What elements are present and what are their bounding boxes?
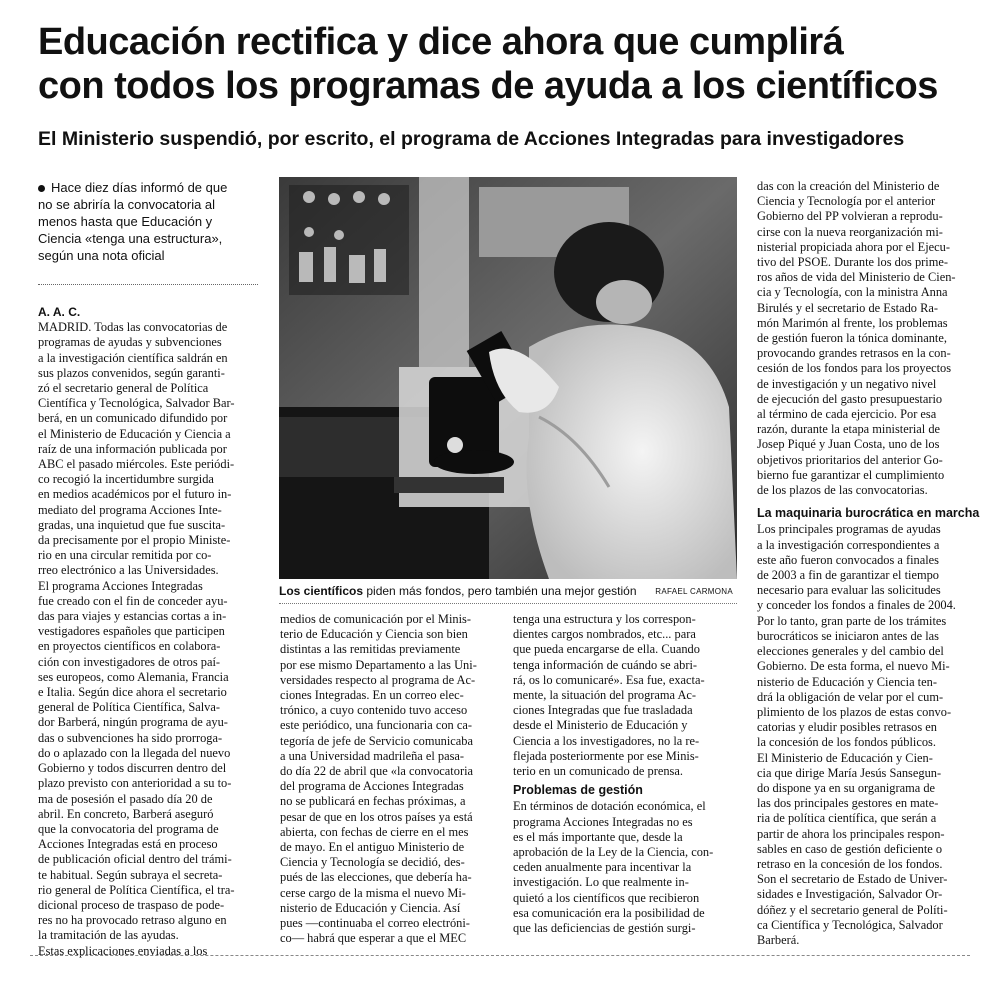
text-line: Ciencia a los investigadores, no la re-: [513, 733, 700, 748]
text-line: do día 22 de abril que «la convocatoria: [280, 764, 474, 779]
text-line: ciones Integradas. En un correo elec-: [280, 688, 464, 703]
text-line: co recogió la incertidumbre surgida: [38, 472, 214, 487]
text-line: tegoría de jefe de Servicio comunicaba: [280, 733, 473, 748]
lead-line: Ciencia «tenga una estructura»,: [38, 231, 223, 246]
text-line: Gobierno. De esta forma, el nuevo Mi-: [757, 659, 950, 674]
text-line: rreo electrónico a las Universidades.: [38, 563, 219, 578]
text-line: nisterio de Educación y Ciencia ten-: [757, 674, 937, 689]
text-line: es el más importante que, desde la: [513, 829, 683, 844]
text-line: investigación. Lo que realmente in-: [513, 875, 689, 890]
column-3-top: [513, 612, 739, 779]
text-line: das con la creación del Ministerio de: [757, 179, 940, 193]
divider: [38, 284, 258, 285]
lead-line: no se abriría la convocatoria al: [38, 197, 216, 212]
text-line: a la investigación correspondientes a: [757, 537, 940, 552]
text-line: pues —continuaba el correo electróni-: [280, 916, 470, 931]
text-line: rio general de Política Científica, el tra-: [38, 882, 235, 897]
text-line: cia que dirige María Jesús Sansegun-: [757, 765, 942, 780]
text-line: tenga una estructura y los correspon-: [513, 612, 696, 626]
text-line: ciones Integradas que fue trasladada: [513, 703, 693, 718]
text-column-3: [513, 612, 739, 936]
text-column-2: [280, 612, 506, 946]
text-line: ros años de vida del Ministerio de Cien-: [757, 270, 956, 285]
text-line: las dos principales gestores en mate-: [757, 796, 939, 811]
text-line: En términos de dotación económica, el: [513, 799, 706, 814]
text-line: de publicación oficial dentro del trámi-: [38, 852, 232, 867]
text-line: de gestión fueron la tónica dominante,: [757, 331, 947, 346]
text-line: bierno fue garantizar el cumplimiento: [757, 467, 945, 482]
text-line: que la convocatoria del programa de: [38, 821, 219, 836]
headline-line: Educación rectifica y dice ahora que cumplirá: [38, 21, 844, 63]
text-line: no se publicará en fechas próximas, a: [280, 794, 466, 809]
text-line: en medios académicos por el futuro in-: [38, 487, 232, 502]
text-line: do dispone ya en su organigrama de: [757, 780, 936, 795]
text-line: pesar de que en los otros países ya está: [280, 809, 473, 824]
article-photo: [279, 177, 737, 579]
text-column-4: [757, 179, 983, 948]
text-line: Gobierno y todos discurren dentro del: [38, 761, 227, 776]
divider: [279, 603, 737, 604]
text-line: este año fueron convocados a finales: [757, 552, 939, 567]
text-line: da precisamente por el propio Ministe-: [38, 533, 231, 548]
headline: [38, 20, 978, 108]
text-line: desde el Ministerio de Educación y: [513, 718, 688, 733]
text-line: este periódico, una funcionaria con ca-: [280, 718, 472, 733]
text-line: dóñez y el secretario general de Políti-: [757, 902, 948, 917]
text-line: Estas explicaciones enviadas a los: [38, 943, 208, 958]
subheadline: El Ministerio suspendió, por escrito, el programa de Acciones Integradas para investigadores: [38, 128, 905, 150]
text-line: a la investigación científica saldrán en: [38, 350, 228, 365]
text-line: necesario para evaluar las solicitudes: [757, 583, 941, 598]
text-line: plazo previsto con anterioridad a su to-: [38, 776, 232, 791]
text-line: flejada posteriormente por ese Minis-: [513, 748, 699, 763]
text-line: la concesión de los fondos públicos.: [757, 735, 936, 750]
text-line: mente, la situación del programa Ac-: [513, 688, 697, 703]
text-line: berá, en un comunicado difundido por: [38, 411, 228, 426]
text-line: provocando grandes retrasos en la con-: [757, 346, 951, 361]
text-line: programas de ayudas y subvenciones: [38, 335, 222, 350]
text-line: El programa Acciones Integradas: [38, 578, 203, 593]
text-line: al término de cada ejercicio. Por esa: [757, 407, 937, 422]
headline-line: con todos los programas de ayuda a los científicos: [38, 65, 938, 107]
text-line: el Ministerio de Educación y Ciencia a: [38, 426, 231, 441]
text-line: esa comunicación era la posibilidad de: [513, 905, 705, 920]
text-line: te habitual. Según subraya el secreta-: [38, 867, 223, 882]
text-line: das o subvenciones ha sido prorroga-: [38, 730, 223, 745]
text-line: terio en un comunicado de prensa.: [513, 764, 683, 779]
text-line: programa Acciones Integradas no es: [513, 814, 693, 829]
section-heading: Problemas de gestión: [513, 783, 643, 798]
text-line: tivo del PSOE. Durante los dos prime-: [757, 255, 949, 270]
text-line: rio en una circular remitida por co-: [38, 548, 212, 563]
text-line: dor Barberá, ningún programa de ayu-: [38, 715, 228, 730]
text-line: res no ha provocado retraso alguno en: [38, 913, 227, 928]
text-line: vestigadores españoles que participen: [38, 624, 225, 639]
caption-text: piden más fondos, pero también una mejor gestión: [363, 584, 637, 598]
lead-line: Hace diez días informó de que: [38, 179, 258, 196]
text-line: razón, durante la etapa ministerial de: [757, 422, 941, 437]
text-line: ABC el pasado miércoles. Este periódi-: [38, 457, 235, 472]
text-line: Ciencia y Tecnología se decidió, des-: [280, 855, 465, 870]
text-line: abril. En concreto, Barberá aseguró: [38, 806, 214, 821]
text-line: raíz de una información publicada por: [38, 441, 227, 456]
text-line: das para viajes y estancias cortas a in-: [38, 609, 227, 624]
text-line: que las deficiencias de gestión surgi-: [513, 921, 696, 936]
text-line: tenga información de cuándo se abri-: [513, 657, 698, 672]
text-line: quietó a los científicos que recibieron: [513, 890, 700, 905]
text-line: sables en caso de gestión deficiente o: [757, 841, 943, 856]
text-line: objetivos prioritarios del anterior Go-: [757, 452, 943, 467]
text-line: ma de posesión el pasado día 20 de: [38, 791, 213, 806]
text-line: del programa de Acciones Integradas: [280, 779, 464, 794]
text-line: mediato del programa Acciones Inte-: [38, 502, 222, 517]
text-line: de investigación y un negativo nivel: [757, 376, 937, 391]
text-line: zó el secretario general de Política: [38, 381, 209, 396]
text-line: la tramitación de las ayudas.: [38, 928, 179, 943]
text-line: cerse cargo de la misma el nuevo Mi-: [280, 885, 466, 900]
text-line: dientes cargos nombrados, etc... para: [513, 627, 696, 642]
text-line: y conceder los fondos a finales de 2004.: [757, 598, 956, 613]
text-line: general de Política Científica, Salva-: [38, 700, 221, 715]
laboratory-photo: [279, 177, 737, 579]
text-line: ceden anualmente para incentivar la: [513, 860, 692, 875]
text-line: Los principales programas de ayudas: [757, 522, 941, 537]
text-line: ción con investigadores de otros paí-: [38, 654, 221, 669]
text-line: rá, os lo comunicaré». Esa fue, exacta-: [513, 672, 705, 687]
text-line: Josep Piqué y Juan Costa, uno de los: [757, 437, 940, 452]
column-4-top: [757, 179, 983, 498]
text-line: de los plazos de las convocatorias.: [757, 483, 928, 498]
text-line: cirse con la nueva reorganización mi-: [757, 224, 943, 239]
text-line: ca Científica y Tecnológica, Salvador: [757, 917, 943, 932]
text-line: sidades e Investigación, Salvador Or-: [757, 887, 943, 902]
text-line: elecciones generales y del cambio del: [757, 644, 944, 659]
text-line: drá la obligación de velar por el cum-: [757, 689, 944, 704]
text-line: versidades respecto al programa de Ac-: [280, 672, 476, 687]
text-line: Gobierno del PP volvieran a reprodu-: [757, 209, 943, 224]
text-line: trónico, a cuyo contenido tuvo acceso: [280, 703, 468, 718]
text-line: cesión de los fondos para los proyectos: [757, 361, 952, 376]
text-line: de mayo. En el antiguo Ministerio de: [280, 840, 465, 855]
caption-bold: Los científicos: [279, 584, 364, 598]
text-line: nisterial propiciada ahora por el Ejecu-: [757, 239, 950, 254]
text-line: que pueda encargarse de ella. Cuando: [513, 642, 700, 657]
text-line: nisterio de Educación y Ciencia. Así: [280, 900, 461, 915]
text-line: Son el secretario de Estado de Univer-: [757, 872, 948, 887]
text-line: El Ministerio de Educación y Cien-: [757, 750, 933, 765]
text-line: en proyectos científicos en colabora-: [38, 639, 221, 654]
text-line: terio de Educación y Ciencia son bien: [280, 627, 468, 642]
column-3-bottom: [513, 799, 739, 936]
text-line: sus plazos convenidos, según garanti-: [38, 365, 225, 380]
text-line: cia y Tecnología, con la ministra Anna: [757, 285, 948, 300]
photo-credit: RAFAEL CARMONA: [655, 587, 733, 596]
text-line: Científica y Tecnológica, Salvador Bar-: [38, 396, 235, 411]
text-line: Por lo tanto, gran parte de los trámites: [757, 613, 947, 628]
text-line: do o aplazado con la llegada del nuevo: [38, 745, 231, 760]
lead-line: según una nota oficial: [38, 248, 165, 263]
text-line: ses europeos, como Alemania, Francia: [38, 669, 229, 684]
text-line: plimiento de los plazos de estas convo-: [757, 704, 952, 719]
photo-caption: [279, 582, 737, 600]
lead-line: menos hasta que Educación y: [38, 214, 213, 229]
text-line: món Marimón al frente, los problemas: [757, 315, 948, 330]
text-line: Ciencia y Tecnología por el anterior: [757, 194, 936, 209]
text-line: burocráticos se iniciaron antes de las: [757, 628, 940, 643]
bullet-icon: [38, 185, 45, 192]
text-line: catorias y eludir posibles retrasos en: [757, 720, 937, 735]
text-line: co— habrá que esperar a que el MEC: [280, 931, 467, 946]
text-line: dicional proceso de traspaso de pode-: [38, 897, 225, 912]
text-line: aprobación de la Ley de la Ciencia, con-: [513, 845, 714, 860]
text-line: retraso en la concesión de los fondos.: [757, 856, 943, 871]
text-line: medios de comunicación por el Minis-: [280, 612, 471, 626]
text-line: ria de política científica, que serán a: [757, 811, 937, 826]
text-line: partir de ahora los principales respon-: [757, 826, 945, 841]
byline: A. A. C.: [38, 305, 81, 319]
text-line: abierta, con fechas de cierre en el mes: [280, 824, 469, 839]
text-line: MADRID. Todas las convocatorias de: [38, 320, 228, 335]
text-column-1: [38, 305, 264, 959]
text-line: distintas a las remitidas previamente: [280, 642, 461, 657]
text-line: gradas, una inquietud que fue suscita-: [38, 517, 226, 532]
text-line: de ejecución del gasto presupuestario: [757, 391, 943, 406]
divider: [30, 955, 970, 956]
text-line: a una Universidad madrileña el pasa-: [280, 748, 465, 763]
text-line: pués de las elecciones, que debería ha-: [280, 870, 472, 885]
text-line: fue creado con el fin de conceder ayu-: [38, 593, 228, 608]
section-heading: La maquinaria burocrática en marcha: [757, 506, 980, 521]
text-line: por ese mismo Departamento a las Uni-: [280, 657, 477, 672]
column-4-bottom: [757, 522, 983, 948]
text-line: Acciones Integradas está en proceso: [38, 837, 218, 852]
text-line: Birulés y el secretario de Estado Ra-: [757, 300, 938, 315]
lead-summary: [38, 179, 258, 264]
text-line: Barberá.: [757, 932, 800, 947]
text-line: e Italia. Según dice ahora el secretario: [38, 685, 227, 700]
text-line: de 2003 a fin de garantizar el tiempo: [757, 568, 939, 583]
